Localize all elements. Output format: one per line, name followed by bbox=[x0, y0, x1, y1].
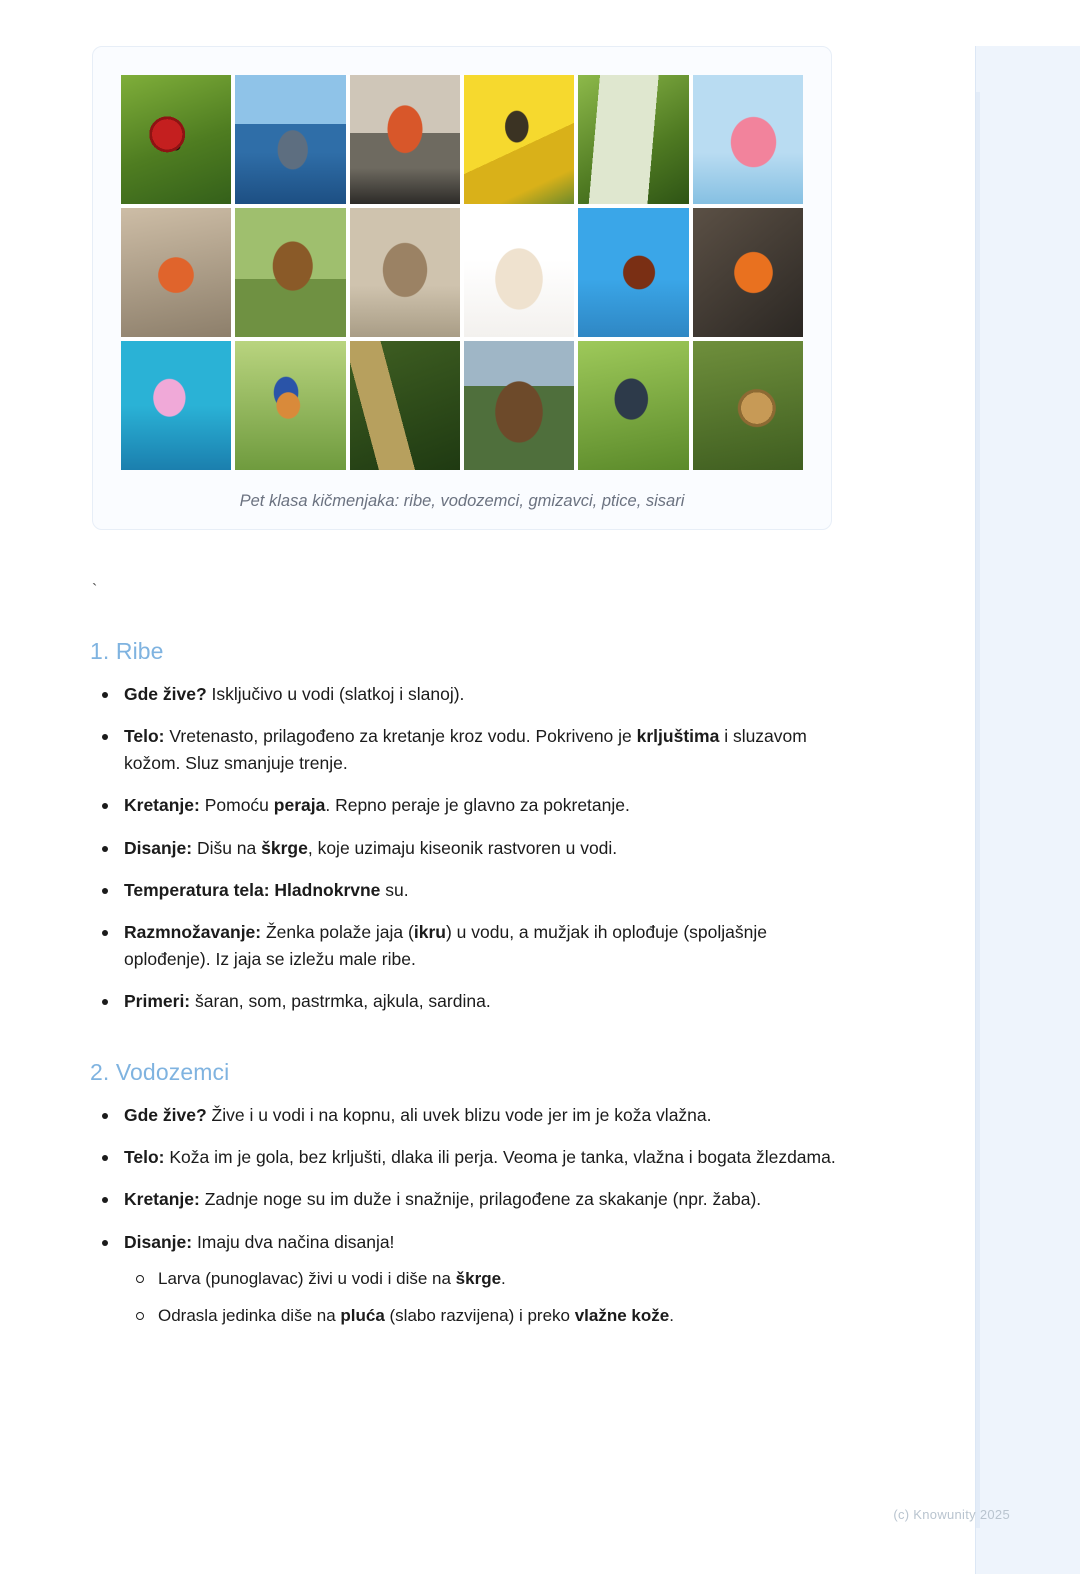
item-lead: Temperatura tela: Hladnokrvne bbox=[124, 879, 381, 900]
item-text: Ženka polaže jaja ( bbox=[261, 921, 414, 942]
item-lead: Gde žive? bbox=[124, 684, 207, 704]
sub-text-2: (slabo razvijena) i preko bbox=[384, 1306, 575, 1326]
item-text: šaran, som, pastrmka, ajkula, sardina. bbox=[190, 991, 491, 1011]
list-item bbox=[92, 919, 852, 973]
item-text: Imaju dva načina disanja! bbox=[192, 1231, 395, 1252]
item-text-2: . Repno peraje je glavno za pokretanje. bbox=[325, 795, 630, 816]
list-item bbox=[92, 988, 852, 1015]
shell-photo bbox=[464, 208, 574, 337]
sub-strong-2: vlažne kože bbox=[574, 1306, 670, 1326]
item-lead: Disanje: bbox=[124, 837, 193, 858]
list-item bbox=[92, 1144, 852, 1171]
sub-text: Odrasla jedinka diše na bbox=[158, 1306, 341, 1326]
item-lead: Primeri: bbox=[124, 991, 191, 1011]
sub-text: Larva (punoglavac) živi u vodi i diše na bbox=[158, 1268, 456, 1288]
jellyfish-photo bbox=[121, 341, 231, 470]
item-text: Zadnje noge su im duže i snažnije, prilagođene za skakanje (npr. žaba). bbox=[199, 1189, 762, 1210]
bird-photo bbox=[235, 341, 345, 470]
sub-list-item bbox=[124, 1303, 852, 1329]
section-heading-ribe: 1. Ribe bbox=[90, 638, 164, 664]
item-lead: Kretanje: bbox=[124, 1189, 200, 1210]
item-text: Dišu na bbox=[192, 837, 262, 858]
item-text-2: ) u vodu, a mužjak ih oplođuje (spoljašnje oplođenje). Iz jaja se izležu male ribe. bbox=[124, 921, 767, 969]
fly-photo bbox=[578, 341, 688, 470]
item-lead: Disanje: bbox=[124, 1231, 193, 1252]
animal-photo-grid bbox=[121, 75, 803, 470]
sub-list-disanje bbox=[124, 1266, 852, 1329]
item-text-2: i sluzavom kožom. Sluz smanjuje trenje. bbox=[124, 726, 807, 774]
item-text: Isključivo u vodi (slatkoj i slanoj). bbox=[206, 684, 465, 704]
item-strong: krljuštima bbox=[636, 726, 720, 747]
section-list-vodozemci bbox=[92, 1102, 852, 1329]
stray-backtick: ` bbox=[92, 582, 98, 599]
sub-text-3: . bbox=[669, 1306, 674, 1326]
list-item bbox=[92, 1229, 852, 1329]
sub-list-item bbox=[124, 1266, 852, 1292]
section-heading-vodozemci: 2. Vodozemci bbox=[90, 1059, 230, 1086]
sub-strong: škrge bbox=[455, 1268, 502, 1288]
sub-text-2: . bbox=[501, 1268, 506, 1288]
list-item bbox=[92, 835, 852, 862]
copyright-watermark: (c) Knowunity 2025 bbox=[893, 1507, 1010, 1522]
list-item bbox=[92, 877, 852, 904]
figure-card bbox=[92, 46, 832, 530]
page-edge-strip bbox=[975, 46, 1080, 1574]
snail-photo bbox=[693, 341, 803, 470]
item-lead: Telo: bbox=[124, 1147, 165, 1168]
item-text-2: , koje uzimaju kiseonik rastvoren u vodi. bbox=[307, 837, 618, 858]
dolphin-photo bbox=[235, 75, 345, 204]
item-lead: Gde žive? bbox=[124, 1105, 207, 1126]
hen-photo bbox=[235, 208, 345, 337]
item-text: Pomoću bbox=[199, 795, 274, 816]
item-strong: ikru bbox=[413, 921, 446, 942]
bee-photo bbox=[464, 75, 574, 204]
caterpillar-photo bbox=[578, 75, 688, 204]
flamingo-photo bbox=[693, 75, 803, 204]
starfish-photo bbox=[121, 208, 231, 337]
ladybug-photo bbox=[121, 75, 231, 204]
document-body bbox=[0, 46, 975, 1329]
item-text: Koža im je gola, bez krljušti, dlaka ili perja. Veoma je tanka, vlažna i bogata žlezdama. bbox=[164, 1147, 836, 1168]
bear-photo bbox=[464, 341, 574, 470]
item-lead: Razmnožavanje: bbox=[124, 921, 262, 942]
sub-strong: pluća bbox=[340, 1306, 385, 1326]
ant-photo bbox=[578, 208, 688, 337]
item-lead: Kretanje: bbox=[124, 795, 200, 816]
list-item bbox=[92, 681, 852, 708]
item-lead: Telo: bbox=[124, 726, 165, 747]
list-item bbox=[92, 1102, 852, 1129]
item-strong: škrge bbox=[261, 837, 308, 858]
section-list-ribe bbox=[92, 681, 852, 1015]
list-item bbox=[92, 723, 852, 777]
cat-photo bbox=[350, 208, 460, 337]
figure-caption: Pet klasa kičmenjaka: ribe, vodozemci, gmizavci, ptice, sisari bbox=[239, 492, 685, 510]
item-strong: peraja bbox=[273, 795, 326, 816]
page-edge-line bbox=[976, 92, 980, 1528]
list-item bbox=[92, 792, 852, 819]
list-item bbox=[92, 1186, 852, 1213]
crab-photo bbox=[350, 75, 460, 204]
item-text: Žive i u vodi i na kopnu, ali uvek blizu vode jer im je koža vlažna. bbox=[206, 1105, 712, 1126]
snake-photo bbox=[350, 341, 460, 470]
item-text: Vretenasto, prilagođeno za kretanje kroz vodu. Pokriveno je bbox=[164, 726, 637, 747]
clownfish-photo bbox=[693, 208, 803, 337]
item-text: su. bbox=[380, 879, 409, 900]
